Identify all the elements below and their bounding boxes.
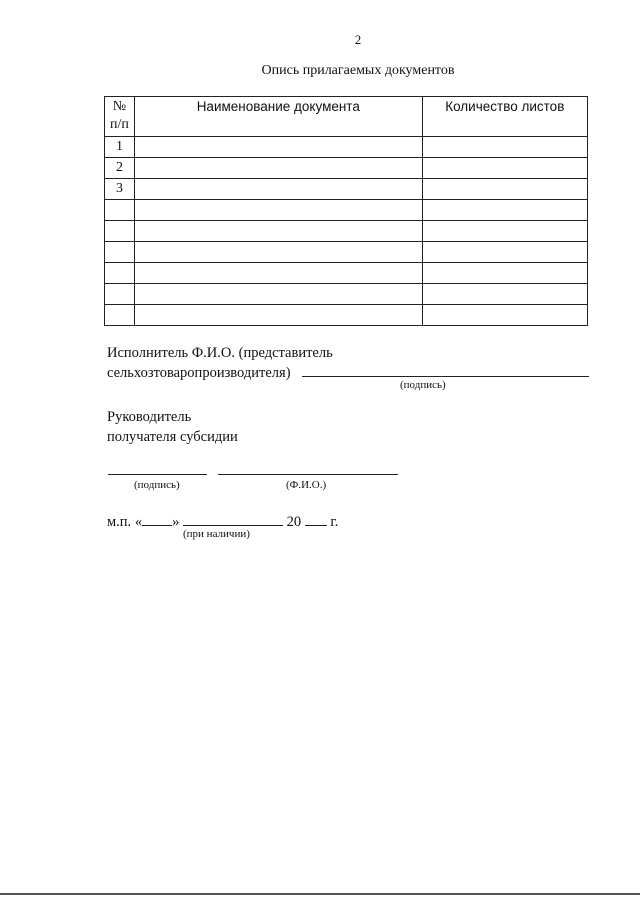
table-row	[105, 179, 588, 200]
row-document-name-cell[interactable]	[134, 305, 422, 326]
table-row	[105, 305, 588, 326]
row-document-name-cell[interactable]	[134, 200, 422, 221]
header-sheet-count: Количество листов	[422, 97, 587, 137]
head-fio-caption: (Ф.И.О.)	[286, 479, 327, 491]
row-number-cell[interactable]	[105, 242, 135, 263]
document-title: Опись прилагаемых документов	[261, 63, 455, 78]
table-row	[105, 263, 588, 284]
documents-table	[104, 96, 588, 326]
row-sheet-count-cell[interactable]	[422, 305, 587, 326]
executor-line-1: Исполнитель Ф.И.О. (представитель	[107, 345, 333, 361]
row-sheet-count-cell[interactable]	[422, 221, 587, 242]
row-document-name-cell[interactable]	[134, 158, 422, 179]
executor-role-label: сельхозтоваропроизводителя)	[107, 365, 291, 381]
row-sheet-count-cell[interactable]	[422, 242, 587, 263]
header-document-name: Наименование документа	[134, 97, 422, 137]
year-prefix: 20	[286, 514, 302, 530]
row-sheet-count-cell[interactable]	[422, 137, 587, 158]
row-number-cell[interactable]: 3	[105, 179, 135, 200]
day-field[interactable]	[142, 510, 172, 526]
row-number-cell[interactable]	[105, 263, 135, 284]
row-document-name-cell[interactable]	[134, 284, 422, 305]
table-row	[105, 284, 588, 305]
row-number-cell[interactable]	[105, 284, 135, 305]
table-row	[105, 242, 588, 263]
row-sheet-count-cell[interactable]	[422, 263, 587, 284]
table-body	[105, 137, 588, 326]
row-sheet-count-cell[interactable]	[422, 158, 587, 179]
page-bottom-rule	[0, 893, 640, 895]
head-signature-line[interactable]	[108, 474, 207, 475]
year-field[interactable]	[305, 510, 327, 526]
month-field[interactable]	[183, 510, 283, 526]
row-document-name-cell[interactable]	[134, 263, 422, 284]
head-line-1: Руководитель	[107, 409, 192, 425]
row-number-cell[interactable]	[105, 200, 135, 221]
year-suffix: г.	[330, 514, 339, 530]
row-number-cell[interactable]: 1	[105, 137, 135, 158]
page-number: 2	[354, 32, 362, 47]
stamp-mp-label: м.п.	[107, 514, 132, 530]
row-document-name-cell[interactable]	[134, 179, 422, 200]
head-signature-caption: (подпись)	[134, 479, 180, 491]
row-sheet-count-cell[interactable]	[422, 179, 587, 200]
head-line-2: получателя субсидии	[107, 429, 238, 445]
executor-signature-caption: (подпись)	[400, 379, 446, 391]
stamp-caption: (при наличии)	[183, 528, 250, 540]
date-close-quote: »	[172, 514, 180, 530]
executor-line-2	[107, 363, 291, 383]
row-document-name-cell[interactable]	[134, 137, 422, 158]
table-row	[105, 221, 588, 242]
row-sheet-count-cell[interactable]	[422, 200, 587, 221]
header-number-label: № п/п	[110, 99, 129, 132]
header-number	[105, 97, 135, 137]
head-fio-line[interactable]	[218, 474, 398, 475]
date-open-quote: «	[134, 514, 143, 530]
row-number-cell[interactable]	[105, 221, 135, 242]
row-document-name-cell[interactable]	[134, 242, 422, 263]
row-sheet-count-cell[interactable]	[422, 284, 587, 305]
row-number-cell[interactable]: 2	[105, 158, 135, 179]
row-number-cell[interactable]	[105, 305, 135, 326]
table-row	[105, 137, 588, 158]
table-row	[105, 200, 588, 221]
table-row	[105, 158, 588, 179]
table-header-row	[105, 97, 588, 137]
row-document-name-cell[interactable]	[134, 221, 422, 242]
executor-signature-line[interactable]	[302, 376, 589, 377]
